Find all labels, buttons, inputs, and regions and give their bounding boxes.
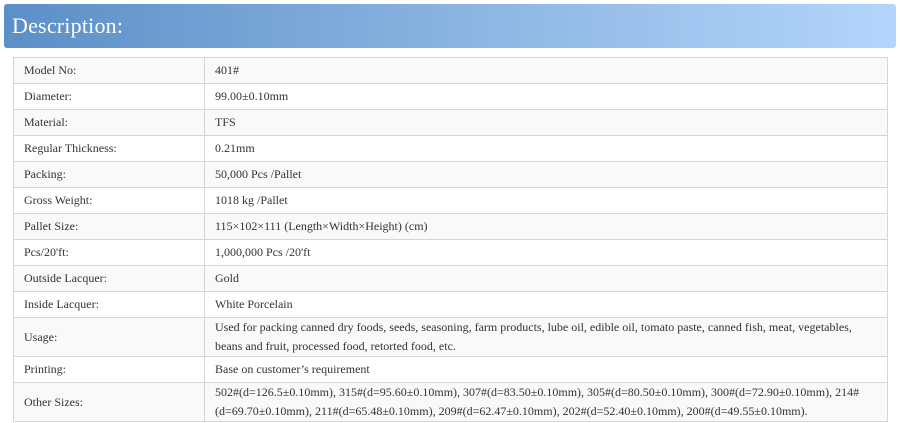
- spec-label: Material:: [14, 110, 205, 136]
- spec-value: 50,000 Pcs /Pallet: [205, 162, 888, 188]
- spec-row-usage: [14, 318, 888, 357]
- spec-row-pallet-size: [14, 214, 888, 240]
- spec-value: TFS: [205, 110, 888, 136]
- spec-row-inside-lacquer: [14, 292, 888, 318]
- spec-label: Usage:: [14, 318, 205, 357]
- spec-label: Diameter:: [14, 84, 205, 110]
- spec-label: Pallet Size:: [14, 214, 205, 240]
- spec-value: Used for packing canned dry foods, seeds, seasoning, farm products, lube oil, edible oil, tomato paste, canned fish, meat, vegetables, beans and fruit, processed food, retorted food, etc.: [205, 318, 888, 357]
- spec-value: 1,000,000 Pcs /20'ft: [205, 240, 888, 266]
- spec-label: Model No:: [14, 58, 205, 84]
- spec-row-other-sizes: [14, 383, 888, 422]
- spec-value: Base on customer’s requirement: [205, 357, 888, 383]
- spec-row-diameter: [14, 84, 888, 110]
- spec-row-pcs-20ft: [14, 240, 888, 266]
- spec-row-gross-weight: [14, 188, 888, 214]
- spec-label: Regular Thickness:: [14, 136, 205, 162]
- spec-label: Gross Weight:: [14, 188, 205, 214]
- spec-value: 115×102×111 (Length×Width×Height) (cm): [205, 214, 888, 240]
- spec-label: Printing:: [14, 357, 205, 383]
- spec-value: 1018 kg /Pallet: [205, 188, 888, 214]
- spec-row-regular-thickness: [14, 136, 888, 162]
- spec-label: Inside Lacquer:: [14, 292, 205, 318]
- spec-row-printing: [14, 357, 888, 383]
- spec-label: Other Sizes:: [14, 383, 205, 422]
- spec-row-material: [14, 110, 888, 136]
- spec-value: White Porcelain: [205, 292, 888, 318]
- spec-row-model-no: [14, 58, 888, 84]
- spec-label: Packing:: [14, 162, 205, 188]
- spec-table: [13, 57, 888, 422]
- spec-value: 99.00±0.10mm: [205, 84, 888, 110]
- spec-row-packing: [14, 162, 888, 188]
- spec-row-outside-lacquer: [14, 266, 888, 292]
- spec-label: Outside Lacquer:: [14, 266, 205, 292]
- spec-value: 502#(d=126.5±0.10mm), 315#(d=95.60±0.10mm), 307#(d=83.50±0.10mm), 305#(d=80.50±0.10mm), 300#(d=72.90±0.10mm), 214#(d=69.70±0.10mm), 211#(d=65.48±0.10mm), 209#(d=62.47±0.10mm), 202#(d=52.40±0.10mm), 200#(d=49.55±0.10mm).: [205, 383, 888, 422]
- section-title: Description:: [12, 13, 124, 38]
- spec-label: Pcs/20'ft:: [14, 240, 205, 266]
- spec-value: 401#: [205, 58, 888, 84]
- description-header: [4, 4, 896, 48]
- spec-value: 0.21mm: [205, 136, 888, 162]
- spec-value: Gold: [205, 266, 888, 292]
